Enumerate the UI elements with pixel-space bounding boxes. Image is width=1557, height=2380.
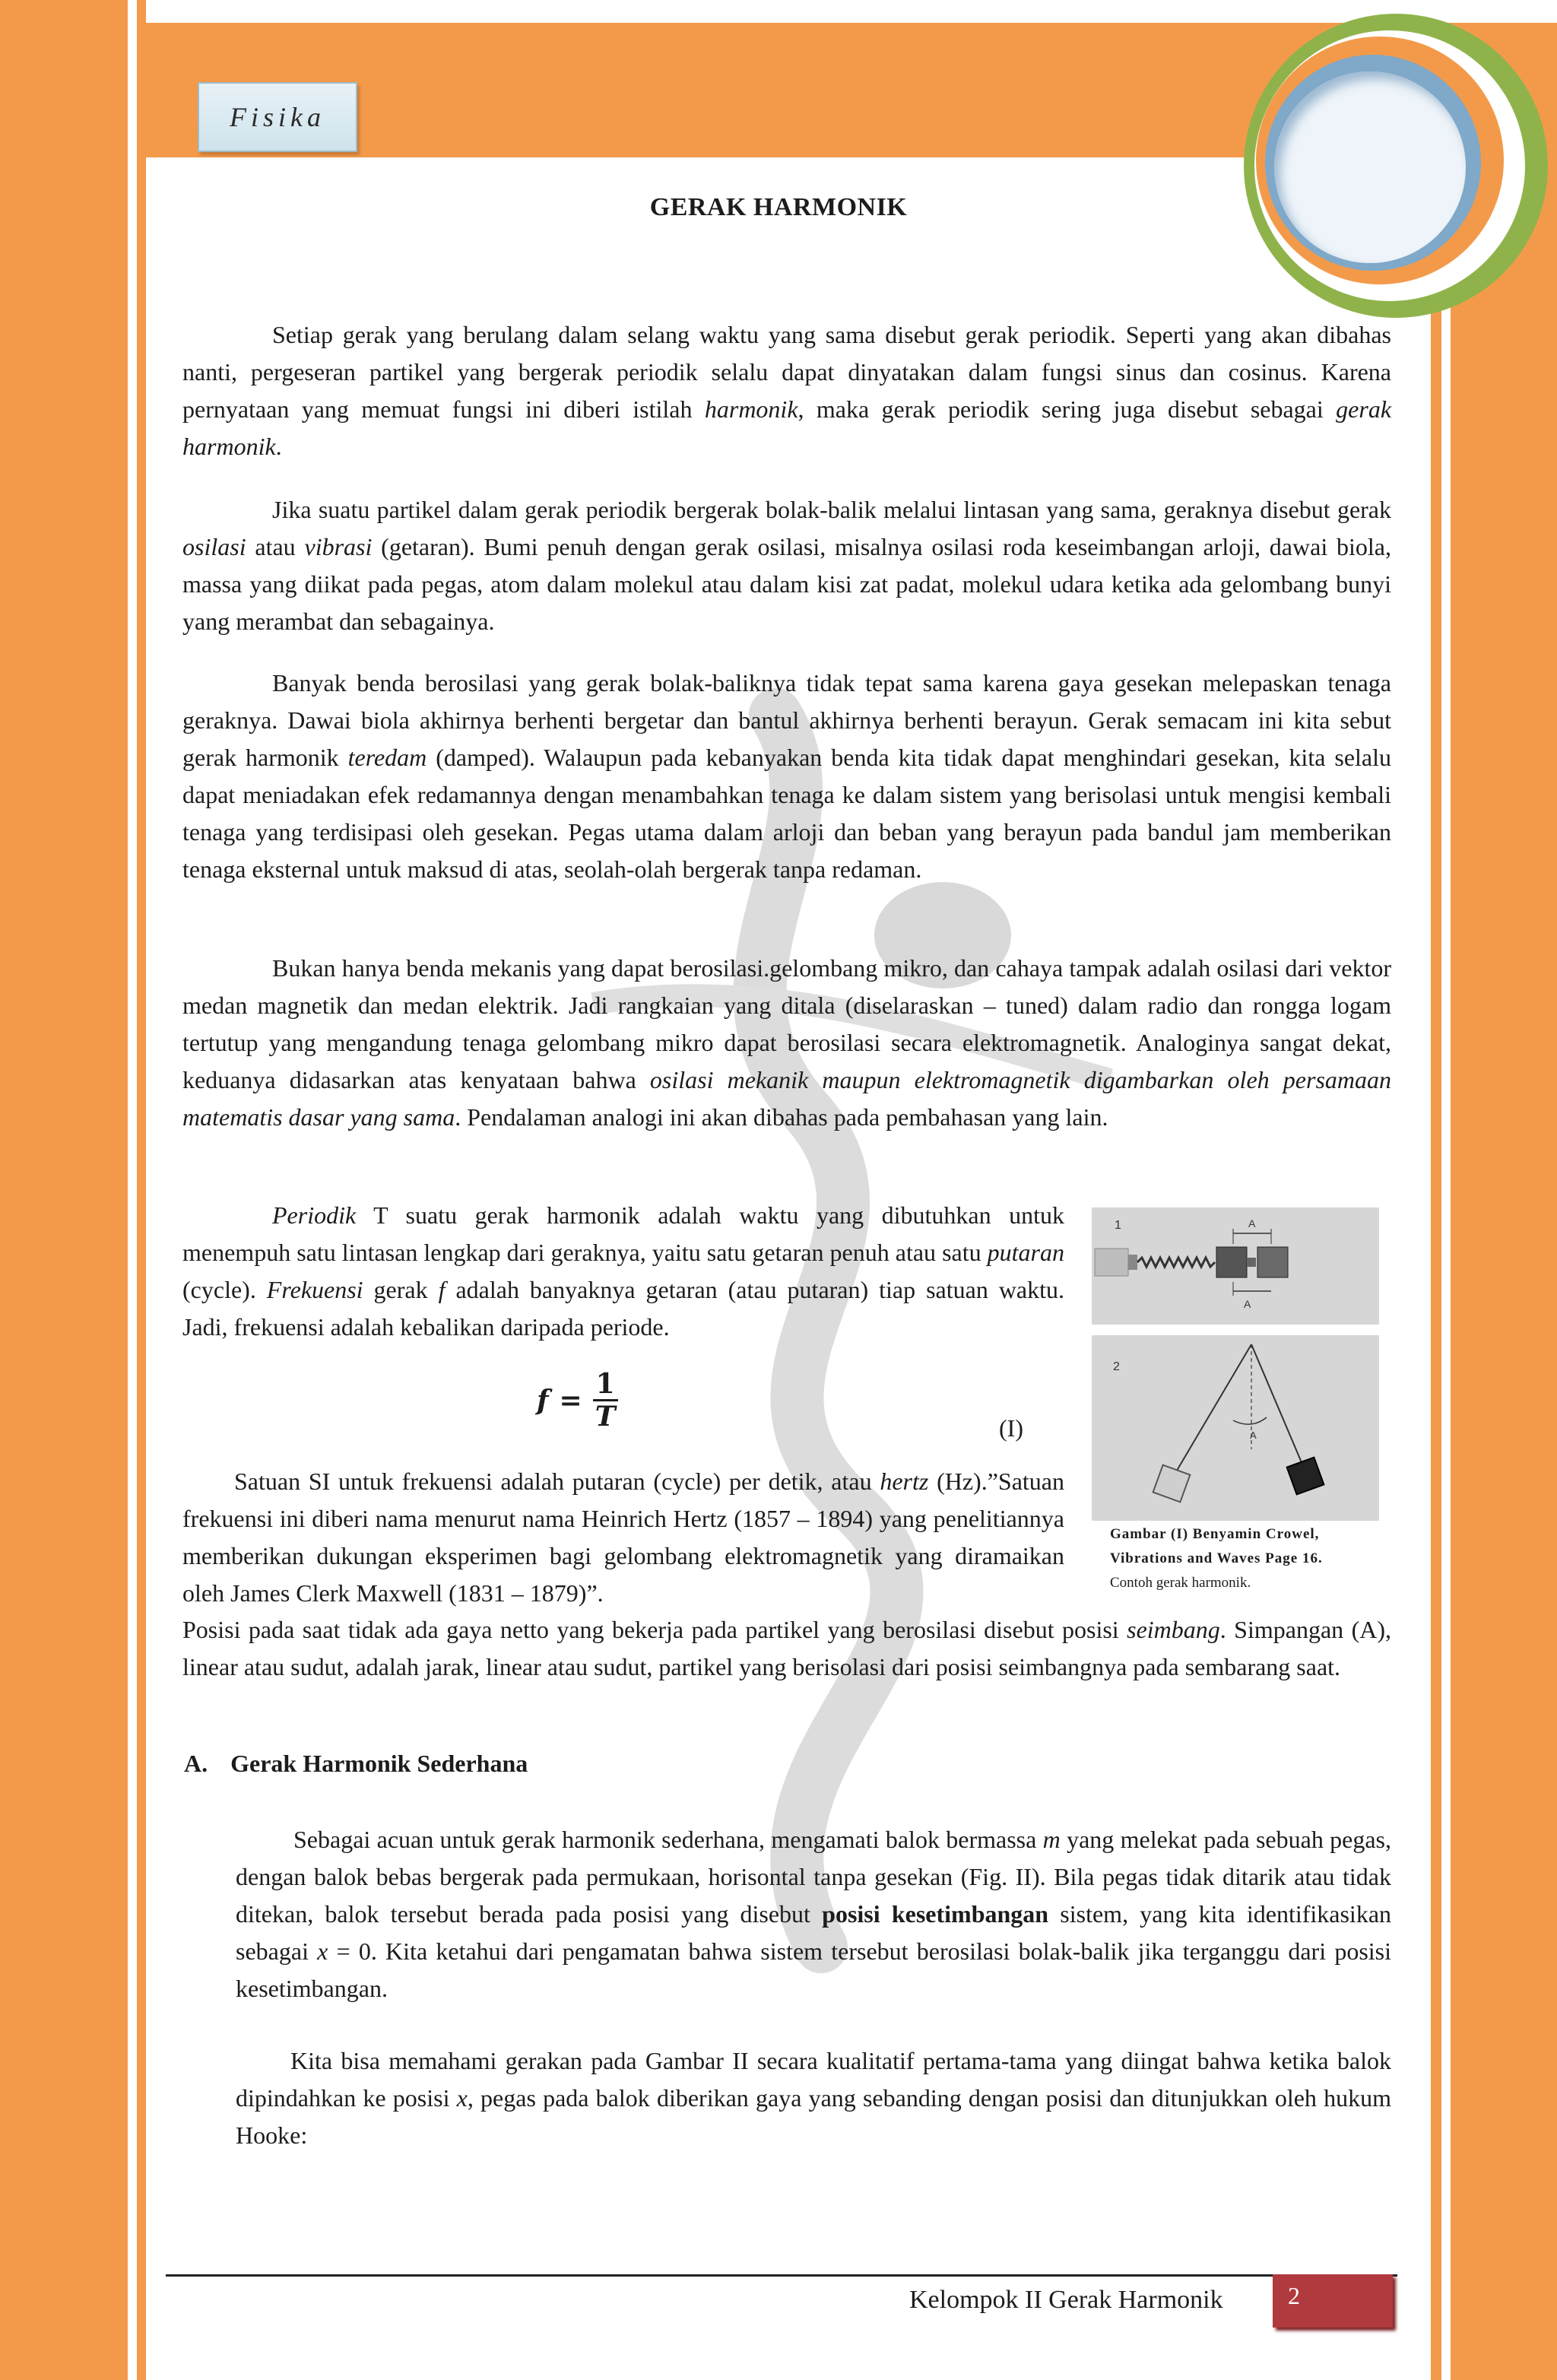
panel-2-angle-label: A	[1250, 1430, 1257, 1441]
term-x-2: x	[456, 2084, 468, 2112]
subject-tag: Fisika	[198, 82, 357, 152]
paragraph-2-text-a: Jika suatu partikel dalam gerak periodik bergerak bolak-balik melalui lintasan yang sama, geraknya disebut gerak	[272, 496, 1391, 523]
figure-caption-line-3: Contoh gerak harmonik.	[1110, 1575, 1251, 1591]
paragraph-1	[182, 316, 1391, 465]
equation-denominator: T	[595, 1401, 616, 1433]
panel-1-dim-top: A	[1248, 1217, 1256, 1230]
left-orange-stripe	[137, 0, 146, 2380]
right-white-stripe	[1441, 152, 1451, 2380]
equation-numerator: 1	[593, 1369, 618, 1401]
footer-rule	[166, 2274, 1397, 2277]
term-vibrasi: vibrasi	[304, 533, 373, 560]
paragraph-5-text-b: (cycle).	[182, 1276, 267, 1303]
term-posisi-kesetimbangan: posisi kesetimbangan	[822, 1900, 1049, 1928]
term-putaran: putaran	[987, 1239, 1064, 1266]
left-white-stripe	[128, 0, 137, 2380]
paragraph-2-text-b: atau	[246, 533, 305, 560]
equation-fraction	[593, 1369, 618, 1432]
paragraph-6-text-b: (Hz).”Satuan frekuensi ini diberi nama menurut nama Heinrich Hertz (1857 – 1894) yang penelitiannya memberikan dukungan eksperimen bagi gelombang elektromagnetik yang diramaikan oleh James Clerk Maxwell (1831 – 1879)”.	[182, 1468, 1065, 1607]
page-number-badge	[1273, 2274, 1393, 2328]
paragraph-1-text-c: .	[275, 433, 282, 460]
term-frekuensi: Frekuensi	[266, 1276, 363, 1303]
paragraph-6	[182, 1463, 1064, 1612]
figure-caption	[1110, 1522, 1391, 1595]
paragraph-1-text-a: Setiap gerak yang berulang dalam selang waktu yang sama disebut gerak periodik. Seperti yang akan dibahas nanti, pergeseran partikel yang bergerak periodik selalu dapat dinyatakan dalam fungsi sinus dan cosinus. Karena pernyataan yang memuat fungsi ini diberi istilah	[182, 321, 1391, 423]
paragraph-9-text-a: Kita bisa memahami gerakan pada Gambar II secara kualitatif pertama-tama yang diingat bahwa ketika balok dipindahkan ke posisi	[236, 2047, 1391, 2112]
section-heading	[184, 1750, 528, 1778]
figure-panel-spring	[1092, 1207, 1379, 1325]
paragraph-9-text-b: , pegas pada balok diberikan gaya yang sebanding dengan posisi dan ditunjukkan oleh hukum Hooke:	[236, 2084, 1391, 2149]
paragraph-1-text-b: , maka gerak periodik sering juga disebut sebagai	[798, 395, 1337, 423]
paragraph-8-text-a: Sebagai acuan untuk gerak harmonik sederhana, mengamati balok bermassa	[293, 1826, 1043, 1853]
figure-caption-line-1: Gambar (I) Benyamin Crowel,	[1110, 1526, 1320, 1542]
term-hertz: hertz	[880, 1468, 929, 1495]
paragraph-9	[236, 2042, 1391, 2154]
left-orange-bar	[0, 0, 128, 2380]
paragraph-5-text-a: T suatu gerak harmonik adalah waktu yang dibutuhkan untuk menempuh satu lintasan lengkap dari geraknya, yaitu satu getaran penuh atau satu	[182, 1201, 1064, 1266]
figure-panel-pendulum	[1092, 1335, 1379, 1521]
term-teredam: teredam	[347, 744, 427, 771]
paragraph-8	[236, 1821, 1391, 2007]
paragraph-4-italic: osilasi mekanik maupun elektromagnetik digambarkan oleh persamaan matematis dasar yang sama	[182, 1066, 1392, 1131]
page-number: 2	[1288, 2282, 1300, 2309]
paragraph-3-text-a: Banyak benda berosilasi yang gerak bolak-baliknya tidak tepat sama karena gaya gesekan melepaskan tenaga geraknya. Dawai biola akhirnya berhenti bergetar dan bantul akhirnya berhenti berayun. Gerak semacam ini kita sebut gerak harmonik	[182, 669, 1391, 771]
panel-2-label: 2	[1113, 1360, 1120, 1373]
spring-block-diagram	[1092, 1207, 1379, 1325]
term-osilasi: osilasi	[182, 533, 246, 560]
paragraph-5-text-d: adalah banyaknya getaran (atau putaran) tiap satuan waktu. Jadi, frekuensi adalah kebalikan daripada periode.	[182, 1276, 1065, 1341]
term-periodik: Periodik	[272, 1201, 357, 1229]
paragraph-7	[182, 1611, 1391, 1686]
equation-label: (I)	[999, 1414, 1023, 1442]
paragraph-2-text-c: (getaran). Bumi penuh dengan gerak osilasi, misalnya osilasi roda keseimbangan arloji, dawai biola, massa yang diikat pada pegas, atom dalam molekul atau dalam kisi zat padat, molekul udara ketika ada gelombang bunyi yang merambat dan sebagainya.	[182, 533, 1392, 635]
paragraph-7-text-b: . Simpangan (A), linear atau sudut, adalah jarak, linear atau sudut, partikel yang berisolasi dari posisi seimbangnya pada sembarang saat.	[182, 1616, 1392, 1680]
term-seimbang: seimbang	[1127, 1616, 1220, 1643]
paragraph-8-text-d: = 0. Kita ketahui dari pengamatan bahwa sistem tersebut berosilasi bolak-balik jika terganggu dari posisi kesetimbangan.	[236, 1937, 1392, 2002]
paragraph-3-text-b: (damped). Walaupun pada kebanyakan benda kita tidak dapat menghindari gesekan, kita selalu dapat meniadakan efek redamannya dengan menambahkan tenaga ke dalam sistem yang berisolasi untuk mengisi kembali tenaga yang terdisipasi oleh gesekan. Pegas utama dalam arloji dan beban yang berayun pada bandul jam memberikan tenaga eksternal untuk maksud di atas, seolah-olah bergerak tanpa redaman.	[182, 744, 1391, 883]
equation-equals: =	[559, 1384, 582, 1417]
figure-caption-line-2: Vibrations and Waves Page 16.	[1110, 1550, 1323, 1566]
frequency-equation	[537, 1369, 618, 1432]
paragraph-4-text-b: . Pendalaman analogi ini akan dibahas pada pembahasan yang lain.	[455, 1103, 1108, 1131]
term-m: m	[1042, 1826, 1061, 1853]
page-title: GERAK HARMONIK	[649, 193, 908, 221]
right-orange-stripe	[1431, 152, 1441, 2380]
panel-1-dim-bottom: A	[1244, 1298, 1251, 1310]
paragraph-4-text-a: Bukan hanya benda mekanis yang dapat berosilasi.gelombang mikro, dan cahaya tampak adalah osilasi dari vektor medan magnetik dan medan elektrik. Jadi rangkaian yang ditala (diselaraskan – tuned) dalam radio dan rongga logam tertutup yang mengandung tenaga gelombang mikro dapat berosilasi secara elektromagnetik. Analoginya sangat dekat, keduanya didasarkan atas kenyataan bahwa	[182, 954, 1391, 1093]
paragraph-3	[182, 665, 1391, 888]
paragraph-6-text-a: Satuan SI untuk frekuensi adalah putaran (cycle) per detik, atau	[234, 1468, 880, 1495]
paragraph-7-text-a: Posisi pada saat tidak ada gaya netto yang bekerja pada partikel yang berosilasi disebut posisi	[182, 1616, 1127, 1643]
section-title: Gerak Harmonik Sederhana	[230, 1750, 528, 1777]
paragraph-2	[182, 491, 1391, 640]
pendulum-diagram	[1092, 1335, 1379, 1521]
footer-text: Kelompok II Gerak Harmonik	[909, 2286, 1223, 2314]
panel-1-label: 1	[1115, 1219, 1121, 1232]
right-orange-bar	[1451, 152, 1557, 2380]
term-x: x	[317, 1937, 328, 1965]
term-harmonik: harmonik	[704, 395, 798, 423]
paragraph-5-text-c: gerak	[363, 1276, 439, 1303]
equation-lhs: f	[537, 1384, 549, 1417]
section-label: A.	[184, 1750, 208, 1777]
paragraph-5	[182, 1197, 1064, 1346]
paragraph-8-text-c: sistem, yang kita identifikasikan sebagai	[236, 1900, 1392, 1965]
paragraph-4	[182, 950, 1391, 1136]
term-f: f	[438, 1276, 446, 1303]
paragraph-8-text-b: yang melekat pada sebuah pegas, dengan balok bebas bergerak pada permukaan, horisontal tanpa gesekan (Fig. II). Bila pegas tidak ditarik atau tidak ditekan, balok tersebut berada pada posisi yang disebut	[236, 1826, 1392, 1928]
header-circle-inner	[1274, 71, 1466, 263]
term-gerak-harmonik: gerak harmonik	[182, 395, 1392, 460]
